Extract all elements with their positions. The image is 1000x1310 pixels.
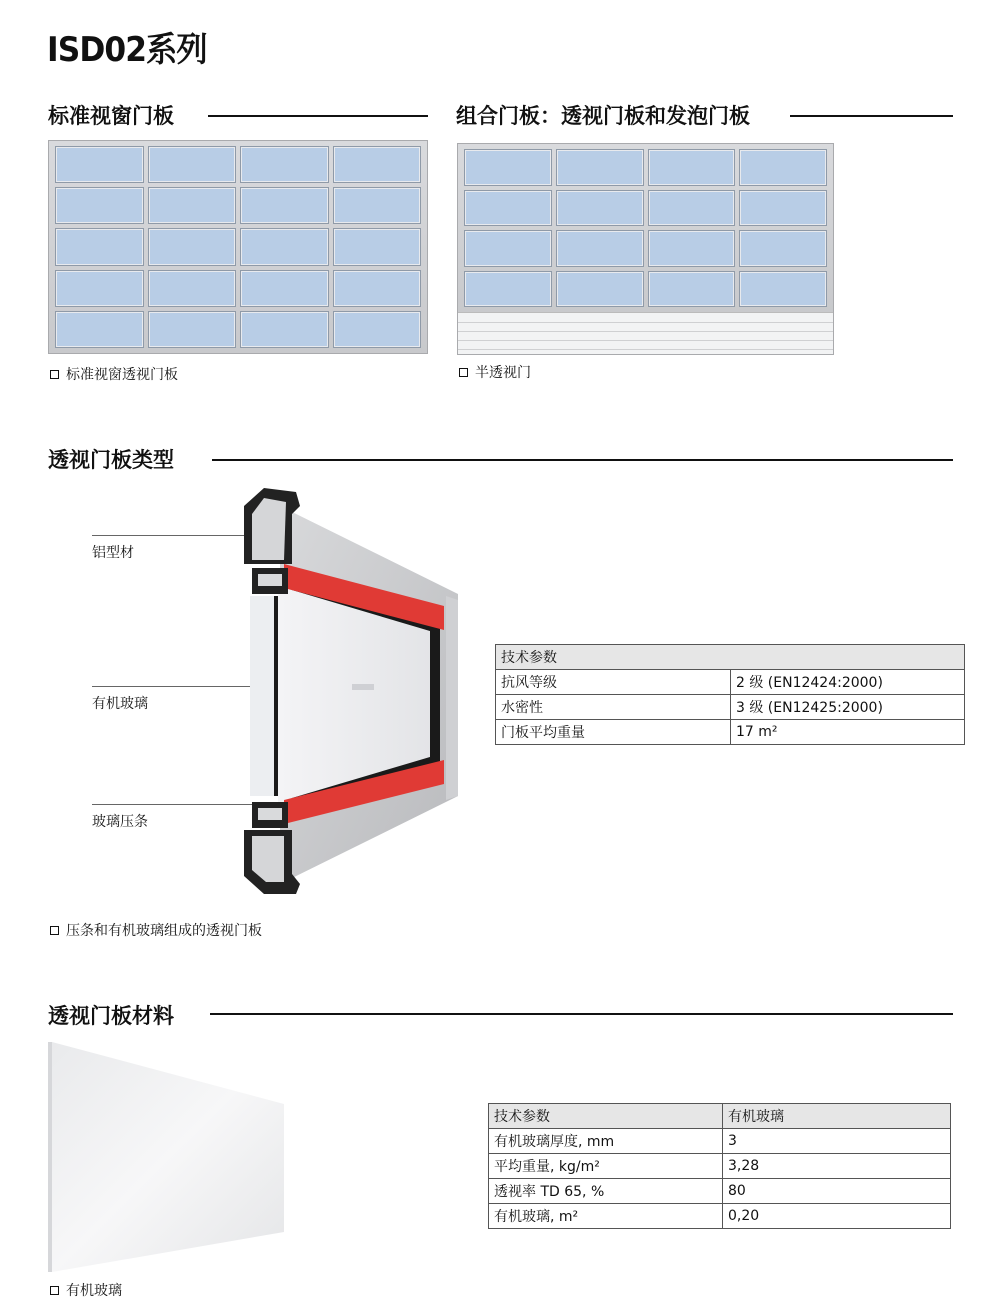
heading-rule (208, 115, 428, 117)
caption-half-transparent: 半透视门 (459, 362, 531, 382)
tech-params-table (495, 644, 965, 745)
panel-cross-section-illustration (240, 484, 460, 896)
standard-window-door-image (48, 140, 428, 354)
heading-panel-types: 透视门板类型 (48, 448, 174, 472)
heading-rule (210, 1013, 953, 1015)
caption-acrylic-glass: 有机玻璃 (50, 1280, 122, 1300)
table-header: 有机玻璃 (723, 1104, 951, 1129)
heading-panel-material: 透视门板材料 (48, 1004, 174, 1028)
page-title: ISD02系列 (47, 30, 207, 70)
table-row: 门板平均重量 17 m² (496, 720, 965, 745)
table-row: 水密性 3 级 (EN12425:2000) (496, 695, 965, 720)
heading-rule (212, 459, 953, 461)
table-row: 透视率 TD 65, % 80 (489, 1179, 951, 1204)
table-row: 有机玻璃厚度, mm 3 (489, 1129, 951, 1154)
acrylic-params-table (488, 1103, 951, 1229)
checkbox-square-icon (50, 926, 59, 935)
table-row: 有机玻璃, m² 0,20 (489, 1204, 951, 1229)
table-row: 平均重量, kg/m² 3,28 (489, 1154, 951, 1179)
checkbox-square-icon (50, 370, 59, 379)
table-row: 抗风等级 2 级 (EN12424:2000) (496, 670, 965, 695)
heading-rule (790, 115, 953, 117)
heading-standard-window: 标准视窗门板 (48, 104, 174, 128)
checkbox-square-icon (50, 1286, 59, 1295)
acrylic-sheet-illustration (46, 1040, 288, 1274)
label-glazing-bead: 玻璃压条 (92, 814, 148, 830)
caption-standard-window: 标准视窗透视门板 (50, 364, 178, 384)
label-aluminum-profile: 铝型材 (92, 545, 134, 561)
heading-combo-panel: 组合门板：透视门板和发泡门板 (456, 104, 750, 128)
foam-panel (458, 312, 833, 354)
checkbox-square-icon (459, 368, 468, 377)
table-header: 技术参数 (489, 1104, 723, 1129)
caption-panel-composition: 压条和有机玻璃组成的透视门板 (50, 920, 262, 940)
half-transparent-door-image (457, 143, 834, 355)
table-header: 技术参数 (496, 645, 965, 670)
label-acrylic-glass: 有机玻璃 (92, 696, 148, 712)
